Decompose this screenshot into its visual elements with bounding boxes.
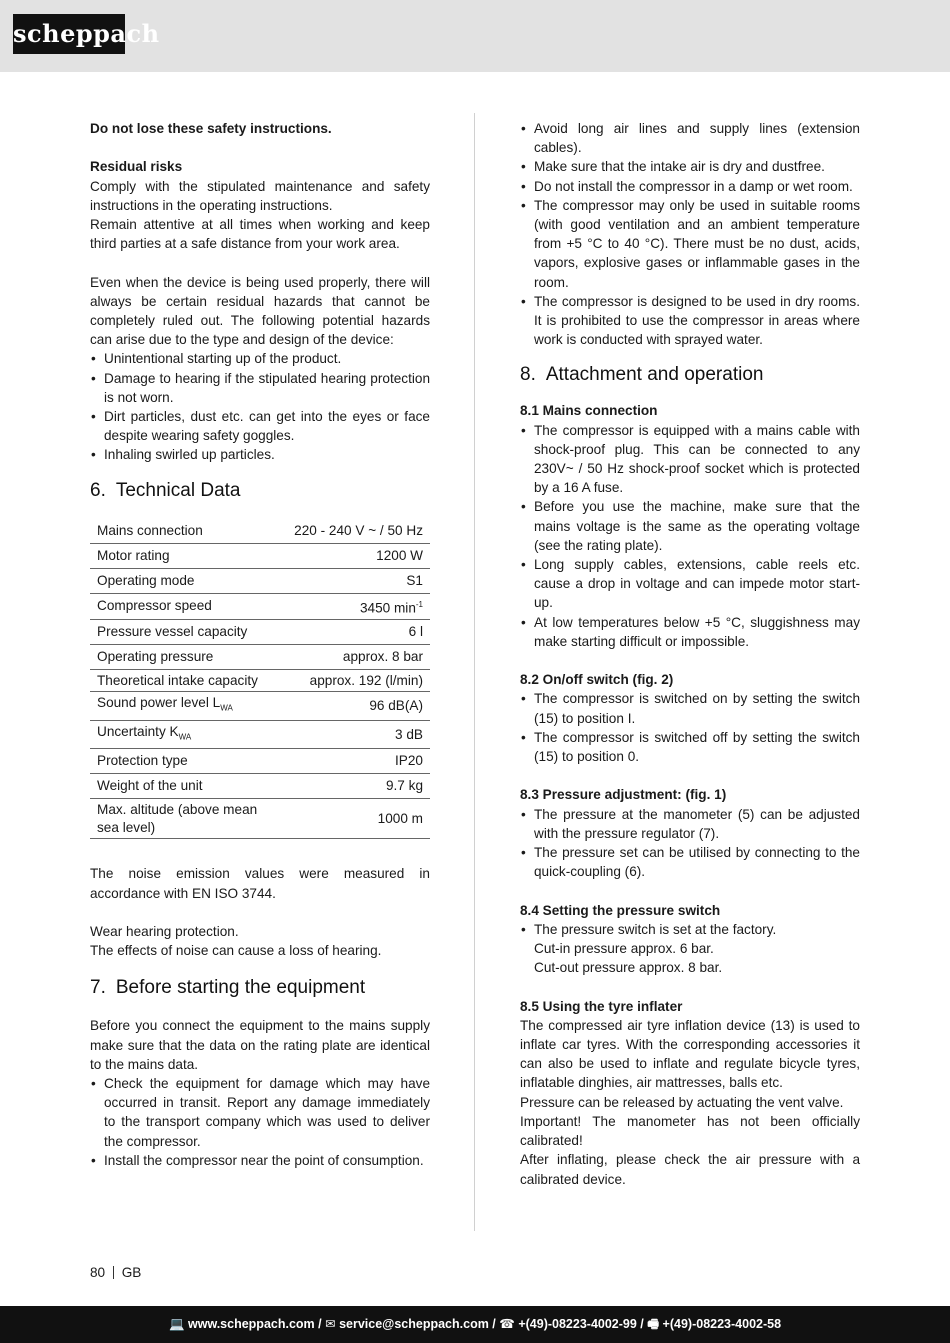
list-item: • Long supply cables, extensions, cable reels etc. cause a drop in voltage and can impede motor start-up. [520, 555, 860, 613]
subsection-8-1-heading: 8.1 Mains connection [520, 403, 658, 419]
section-7-heading [90, 976, 430, 1000]
table-label: Operating mode [90, 568, 269, 593]
page-header [0, 0, 950, 72]
tyre-inflater-paragraph-2: Pressure can be released by actuating the vent valve. [520, 1094, 844, 1110]
list-item: • At low temperatures below +5 °C, sluggishness may make starting difficult or impossible. [520, 613, 860, 651]
page-number: 80 GB [90, 1265, 142, 1280]
list-item: • The compressor is switched off by setting the switch (15) to position 0. [520, 728, 860, 766]
table-label: Mains connection [90, 519, 269, 544]
table-row [90, 568, 430, 593]
noise-paragraph-2: Wear hearing protection. [90, 923, 239, 939]
list-item: • The pressure switch is set at the factory. [520, 920, 860, 939]
section-number: 6. [90, 479, 106, 501]
table-row [90, 798, 430, 838]
mail-icon: ✉ [325, 1317, 336, 1331]
tyre-inflater-paragraph-1: The compressed air tyre inflation device (13) is used to inflate car tyres. With the corresponding accessories it can also be used to inflate and regulate bicycle tyres, inflatable dinghies, air mattresses, balls etc. [520, 1017, 860, 1091]
subsection-8-3-heading: 8.3 Pressure adjustment: (fig. 1) [520, 787, 727, 803]
list-item: • The compressor may only be used in suitable rooms (with good ventilation and an ambient temperature from +5 °C to 40 °C). There must be no dust, acids, vapors, explosive gases or inflammable gases in the room. [520, 196, 860, 292]
table-row [90, 692, 430, 720]
contact-footer [0, 1306, 950, 1343]
subsection-8-1-list [520, 421, 860, 651]
scheppach-logo: scheppach [13, 14, 125, 54]
residual-paragraph-3: Even when the device is being used properly, there will always be certain residual hazards that cannot be completely ruled out. The following potential hazards can arise due to the type and design of the device: [90, 274, 430, 348]
list-item: • Dirt particles, dust etc. can get into the eyes or face despite wearing safety goggles. [90, 407, 430, 445]
table-label: Theoretical intake capacity [90, 669, 269, 692]
table-value: 9.7 kg [269, 773, 430, 798]
section-7-paragraph: Before you connect the equipment to the mains supply make sure that the data on the rating plate are identical to the mains data. [90, 1018, 430, 1072]
table-label: Motor rating [90, 543, 269, 568]
table-row [90, 773, 430, 798]
list-item: • The pressure set can be utilised by connecting to the quick-coupling (6). [520, 843, 860, 881]
residual-risks-heading: Residual risks [90, 159, 183, 175]
list-item: • Do not install the compressor in a damp or wet room. [520, 177, 860, 196]
list-item: • Avoid long air lines and supply lines (extension cables). [520, 119, 860, 157]
computer-icon: 💻 [168, 1317, 185, 1331]
residual-paragraph-2: Remain attentive at all times when working and keep third parties at a safe distance from your work area. [90, 217, 430, 252]
table-value: 3 dB [269, 720, 430, 748]
table-value: S1 [269, 568, 430, 593]
section-8-heading [520, 363, 860, 387]
cut-out-pressure: Cut-out pressure approx. 8 bar. [534, 960, 723, 976]
phone-icon: ☎ [499, 1317, 515, 1331]
table-value: approx. 8 bar [269, 644, 430, 669]
table-label: Sound power level $L_{WA}$ [90, 692, 269, 720]
section-number: 7. [90, 977, 106, 999]
list-item: • Damage to hearing if the stipulated hearing protection is not worn. [90, 369, 430, 407]
list-item: • Make sure that the intake air is dry and dustfree. [520, 157, 860, 176]
section-7-list [90, 1074, 430, 1170]
fax-icon: 🖷 [647, 1317, 660, 1331]
table-label: Max. altitude (above mean sea level) [90, 798, 269, 838]
table-value: 1000 m [269, 798, 430, 838]
technical-data-table [90, 519, 430, 840]
table-value: 220 - 240 V ~ / 50 Hz [269, 519, 430, 544]
list-item: • The compressor is equipped with a mains cable with shock-proof plug. This can be connected to any 230V~ / 50 Hz shock-proof socket which is protected by a 16 A fuse. [520, 421, 860, 498]
table-value: IP20 [269, 748, 430, 773]
section-6-heading [90, 479, 430, 503]
list-item: • Before you use the machine, make sure that the mains voltage is the same as the operating voltage (see the rating plate). [520, 497, 860, 555]
list-item: • The compressor is switched on by setting the switch (15) to position I. [520, 689, 860, 727]
list-item: • The pressure at the manometer (5) can be adjusted with the pressure regulator (7). [520, 805, 860, 843]
list-item: • Install the compressor near the point of consumption. [90, 1151, 430, 1170]
list-item: • Check the equipment for damage which may have occurred in transit. Report any damage immediately to the transport company which was used to deliver the compressor. [90, 1074, 430, 1151]
table-row [90, 669, 430, 692]
table-label: Compressor speed [90, 593, 269, 619]
table-row [90, 543, 430, 568]
noise-paragraph-3: The effects of noise can cause a loss of hearing. [90, 943, 382, 959]
section-title: Attachment and operation [545, 364, 764, 386]
subsection-8-5-heading: 8.5 Using the tyre inflater [520, 998, 683, 1014]
subsection-8-3-list [520, 805, 860, 882]
table-row [90, 619, 430, 644]
right-column [520, 119, 860, 1189]
table-label: Pressure vessel capacity [90, 619, 269, 644]
list-item: • Inhaling swirled up particles. [90, 445, 430, 464]
table-label: Uncertainty $K_{WA}$ [90, 720, 269, 748]
section-number: 8. [520, 364, 536, 386]
subsection-8-4-heading: 8.4 Setting the pressure switch [520, 902, 721, 918]
noise-paragraph-1: The noise emission values were measured in accordance with EN ISO 3744. [90, 866, 430, 901]
table-row [90, 644, 430, 669]
subsection-8-2-list [520, 689, 860, 766]
fax-number: +(49)-08223-4002-58 [662, 1317, 782, 1331]
cut-in-pressure: Cut-in pressure approx. 6 bar. [534, 941, 714, 957]
subsection-8-2-heading: 8.2 On/off switch (fig. 2) [520, 672, 674, 688]
subsection-8-4-list [520, 920, 860, 939]
email-link[interactable]: service@scheppach.com / [339, 1317, 496, 1331]
website-link[interactable]: www.scheppach.com / [188, 1317, 322, 1331]
safety-heading: Do not lose these safety instructions. [90, 121, 332, 136]
table-value: 1200 W [269, 543, 430, 568]
table-row [90, 519, 430, 544]
tyre-inflater-paragraph-4: After inflating, please check the air pressure with a calibrated device. [520, 1152, 860, 1187]
section-title: Before starting the equipment [115, 977, 366, 999]
table-row [90, 748, 430, 773]
table-label: Operating pressure [90, 644, 269, 669]
residual-paragraph-1: Comply with the stipulated maintenance and safety instructions in the operating instructions. [90, 178, 430, 213]
table-label: Protection type [90, 748, 269, 773]
phone-number: +(49)-08223-4002-99 / [518, 1317, 644, 1331]
tyre-inflater-paragraph-3: Important! The manometer has not been officially calibrated! [520, 1113, 860, 1149]
table-row [90, 720, 430, 748]
table-value: 3450 $\min^{-1}$ [269, 593, 430, 619]
table-row [90, 593, 430, 619]
table-value: 6 l [269, 619, 430, 644]
list-item: • The compressor is designed to be used in dry rooms. It is prohibited to use the compressor in areas where work is conducted with sprayed water. [520, 292, 860, 350]
left-column [90, 119, 430, 1170]
section-title: Technical Data [115, 479, 241, 501]
table-label: Weight of the unit [90, 773, 269, 798]
table-value: approx. 192 (l/min) [269, 669, 430, 692]
table-value: 96 dB(A) [269, 692, 430, 720]
residual-hazards-list [90, 349, 430, 464]
installation-list [520, 119, 860, 349]
column-divider [474, 113, 475, 1231]
list-item: • Unintentional starting up of the product. [90, 349, 430, 368]
